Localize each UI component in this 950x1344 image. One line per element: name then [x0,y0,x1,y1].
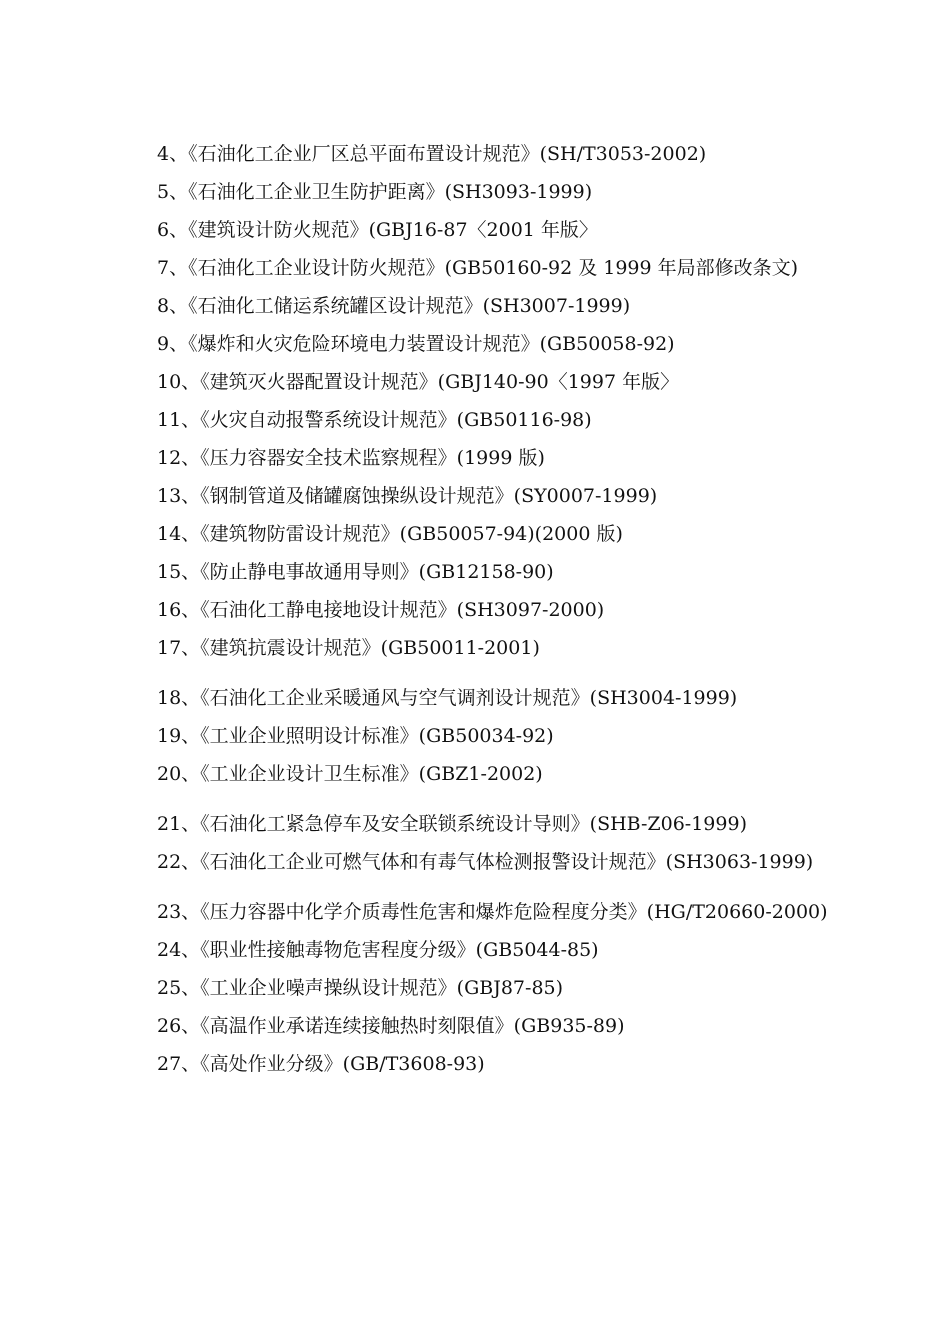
list-item: 21、《石油化工紧急停车及安全联锁系统设计导则》(SHB-Z06-1999) [157,813,747,835]
list-item: 15、《防止静电事故通用导则》(GB12158-90) [157,561,554,583]
list-item: 9、《爆炸和火灾危险环境电力装置设计规范》(GB50058-92) [157,333,675,355]
list-item: 10、《建筑灭火器配置设计规范》(GBJ140-90〈1997 年版〉 [157,371,680,393]
list-item: 27、《高处作业分级》(GB/T3608-93) [157,1053,485,1075]
list-item: 17、《建筑抗震设计规范》(GB50011-2001) [157,637,540,659]
list-item: 19、《工业企业照明设计标准》(GB50034-92) [157,725,554,747]
list-item: 13、《钢制管道及储罐腐蚀操纵设计规范》(SY0007-1999) [157,485,658,507]
list-item: 20、《工业企业设计卫生标准》(GBZ1-2002) [157,763,543,785]
list-item: 5、《石油化工企业卫生防护距离》(SH3093-1999) [157,181,593,203]
list-item: 26、《高温作业承诺连续接触热时刻限值》(GB935-89) [157,1015,625,1037]
list-item: 6、《建筑设计防火规范》(GBJ16-87〈2001 年版〉 [157,219,598,241]
list-item: 8、《石油化工储运系统罐区设计规范》(SH3007-1999) [157,295,631,317]
list-item: 18、《石油化工企业采暖通风与空气调剂设计规范》(SH3004-1999) [157,687,738,709]
list-item: 25、《工业企业噪声操纵设计规范》(GBJ87-85) [157,977,564,999]
list-item: 7、《石油化工企业设计防火规范》(GB50160-92 及 1999 年局部修改条文) [157,257,799,279]
list-item: 23、《压力容器中化学介质毒性危害和爆炸危险程度分类》(HG/T20660-2000) [157,901,828,923]
list-item: 24、《职业性接触毒物危害程度分级》(GB5044-85) [157,939,599,961]
list-item: 22、《石油化工企业可燃气体和有毒气体检测报警设计规范》(SH3063-1999) [157,851,814,873]
list-item: 16、《石油化工静电接地设计规范》(SH3097-2000) [157,599,605,621]
list-item: 12、《压力容器安全技术监察规程》(1999 版) [157,447,545,469]
list-item: 14、《建筑物防雷设计规范》(GB50057-94)(2000 版) [157,523,623,545]
list-item: 11、《火灾自动报警系统设计规范》(GB50116-98) [157,409,592,431]
list-item: 4、《石油化工企业厂区总平面布置设计规范》(SH/T3053-2002) [157,143,707,165]
standards-list [110,135,845,1083]
